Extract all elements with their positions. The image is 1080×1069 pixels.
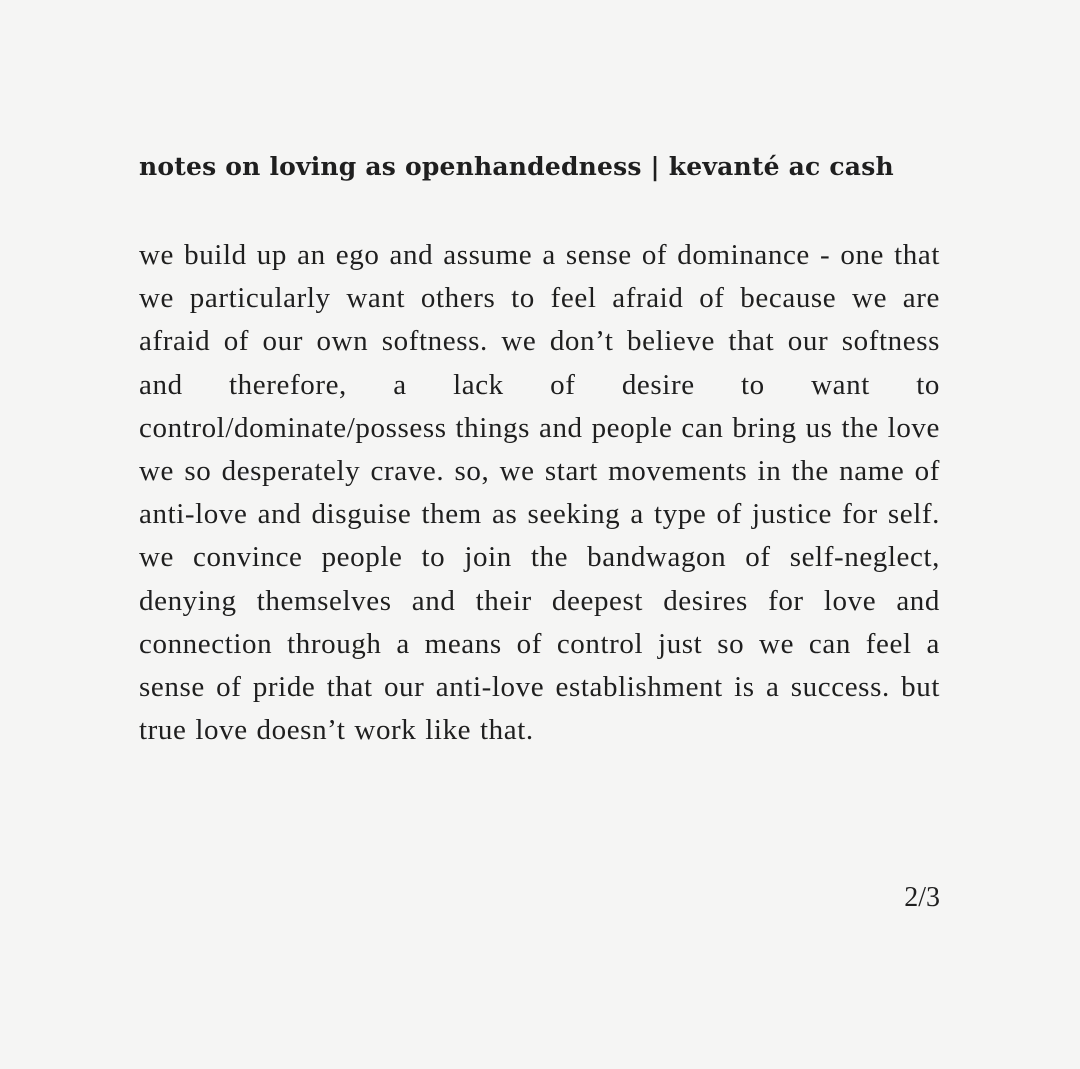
post-title: notes on loving as openhandedness | kevanté ac cash [139,152,894,181]
text-post-page [139,0,940,1069]
page-indicator: 2/3 [904,882,940,913]
post-body-text: we build up an ego and assume a sense of dominance - one that we particularly want others to feel afraid of because we are afraid of our own softness. we don’t believe that our softness and therefore, a lack of desire to want to control/dominate/possess things and people can bring us the love we so desperately crave. so, we start movements in the name of anti-love and disguise them as seeking a type of justice for self. we convince people to join the bandwagon of self-neglect, denying themselves and their deepest desires for love and connection through a means of control just so we can feel a sense of pride that our anti-love establishment is a success. but true love doesn’t work like that. [139,239,940,747]
